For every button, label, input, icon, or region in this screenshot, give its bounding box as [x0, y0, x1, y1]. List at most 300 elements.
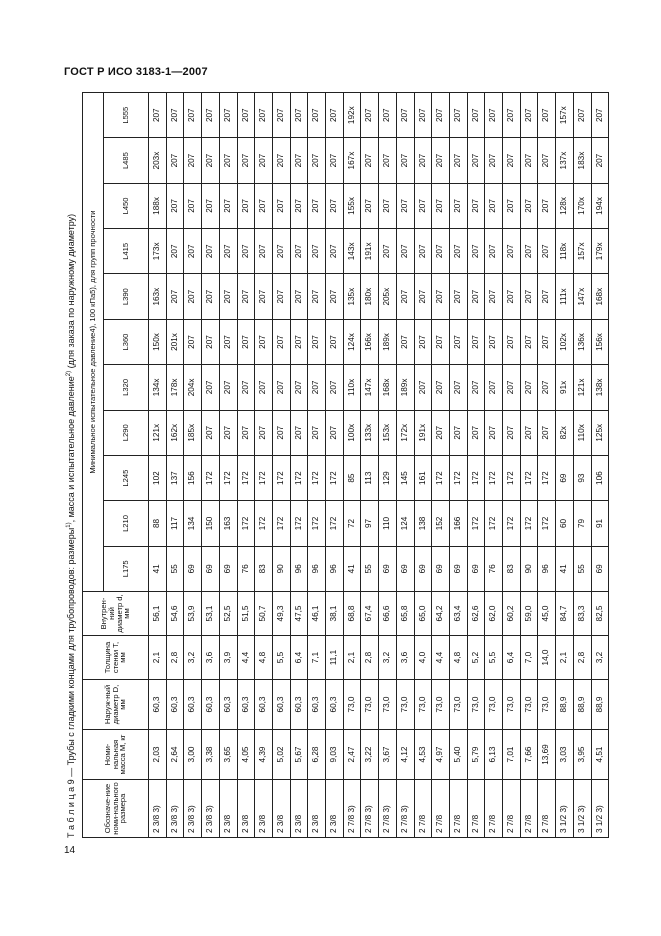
table-cell: 13,69	[538, 730, 556, 780]
table-cell: 207	[432, 138, 450, 183]
table-cell: 207	[255, 365, 273, 410]
table-cell: 207	[166, 183, 184, 228]
table-cell: 172	[485, 501, 503, 546]
table-cell: 207	[237, 319, 255, 364]
table-cell: 73,0	[432, 680, 450, 730]
table-cell: 207	[202, 410, 220, 455]
table-cell: 207	[184, 93, 202, 138]
table-cell: 4,4	[432, 636, 450, 680]
table-cell: 207	[255, 319, 273, 364]
table-cell: 5,2	[467, 636, 485, 680]
table-cell: 167x	[343, 138, 361, 183]
table-cell: 207	[237, 183, 255, 228]
table-cell: 69	[467, 546, 485, 591]
table-cell: 207	[290, 274, 308, 319]
table-cell: 137	[166, 455, 184, 500]
table-cell: 62,6	[467, 592, 485, 636]
table-cell: 207	[219, 274, 237, 319]
table-cell: 69	[556, 455, 574, 500]
table-cell: 189x	[396, 365, 414, 410]
table-cell: 62,0	[485, 592, 503, 636]
table-cell: 207	[326, 319, 344, 364]
table-cell: 207	[538, 410, 556, 455]
table-cell: 3,6	[396, 636, 414, 680]
table-cell: 207	[432, 93, 450, 138]
table-cell: 69	[202, 546, 220, 591]
table-cell: 67,4	[361, 592, 379, 636]
table-cell: 207	[202, 274, 220, 319]
table-cell: 2 3/8	[290, 780, 308, 838]
table-cell: 207	[449, 410, 467, 455]
table-row	[166, 93, 184, 838]
table-cell: 3,95	[573, 730, 591, 780]
table-cell: 207	[326, 138, 344, 183]
table-cell: 2 3/8	[326, 780, 344, 838]
table-cell: 64,2	[432, 592, 450, 636]
table-cell: 73,0	[503, 680, 521, 730]
table-cell: 3 1/2 3)	[573, 780, 591, 838]
table-row	[272, 93, 290, 838]
table-cell: 207	[573, 93, 591, 138]
table-cell: 53,9	[184, 592, 202, 636]
table-cell: 207	[503, 274, 521, 319]
page-number: 14	[64, 845, 76, 856]
table-cell: 172	[538, 455, 556, 500]
col-mass: Номи-нальная масса М, кг	[83, 730, 149, 780]
table-cell: 79	[573, 501, 591, 546]
table-cell: 69	[396, 546, 414, 591]
table-cell: 207	[219, 93, 237, 138]
table-cell: 3,2	[184, 636, 202, 680]
table-cell: 68,8	[343, 592, 361, 636]
table-cell: 207	[308, 93, 326, 138]
table-cell: 207	[308, 365, 326, 410]
table-cell: 207	[449, 229, 467, 274]
table-cell: 207	[503, 319, 521, 364]
table-cell: 207	[166, 93, 184, 138]
table-cell: 83,3	[573, 592, 591, 636]
table-cell: 156x	[591, 319, 609, 364]
table-cell: 4,8	[255, 636, 273, 680]
table-cell: 2 7/8	[432, 780, 450, 838]
table-row	[485, 93, 503, 838]
table-cell: 85	[343, 455, 361, 500]
grade-header: L485	[104, 138, 149, 183]
table-cell: 91x	[556, 365, 574, 410]
table-cell: 207	[467, 138, 485, 183]
table-cell: 207	[538, 274, 556, 319]
table-cell: 172	[202, 455, 220, 500]
table-cell: 137x	[556, 138, 574, 183]
table-cell: 2,03	[149, 730, 167, 780]
table-cell: 2,1	[149, 636, 167, 680]
table-cell: 207	[503, 138, 521, 183]
table-cell: 145	[396, 455, 414, 500]
table-cell: 110x	[573, 410, 591, 455]
table-cell: 60,3	[202, 680, 220, 730]
table-cell: 207	[272, 183, 290, 228]
table-cell: 5,5	[272, 636, 290, 680]
table-cell: 207	[379, 93, 397, 138]
table-cell: 60,3	[149, 680, 167, 730]
table-cell: 207	[449, 274, 467, 319]
table-cell: 135x	[343, 274, 361, 319]
table-cell: 113	[361, 455, 379, 500]
table-cell: 73,0	[414, 680, 432, 730]
table-cell: 2 3/8	[308, 780, 326, 838]
table-cell: 65,8	[396, 592, 414, 636]
table-cell: 207	[485, 183, 503, 228]
table-cell: 4,12	[396, 730, 414, 780]
table-cell: 6,28	[308, 730, 326, 780]
table-cell: 207	[467, 319, 485, 364]
table-cell: 134x	[149, 365, 167, 410]
table-cell: 207	[326, 274, 344, 319]
table-cell: 207	[219, 365, 237, 410]
table-cell: 207	[272, 274, 290, 319]
table-cell: 166	[449, 501, 467, 546]
table-cell: 90	[520, 546, 538, 591]
table-cell: 2 7/8	[467, 780, 485, 838]
table-cell: 2,8	[361, 636, 379, 680]
table-cell: 163	[219, 501, 237, 546]
table-cell: 172	[520, 501, 538, 546]
table-cell: 124x	[343, 319, 361, 364]
table-cell: 2 3/8 3)	[184, 780, 202, 838]
table-cell: 45,0	[538, 592, 556, 636]
table-cell: 161	[414, 455, 432, 500]
table-cell: 3,6	[202, 636, 220, 680]
table-cell: 172	[326, 501, 344, 546]
table-cell: 60,3	[166, 680, 184, 730]
table-cell: 63,4	[449, 592, 467, 636]
table-cell: 51,5	[237, 592, 255, 636]
table-row	[432, 93, 450, 838]
table-row	[184, 93, 202, 838]
table-cell: 2 7/8	[538, 780, 556, 838]
table-cell: 207	[520, 93, 538, 138]
table-cell: 207	[591, 138, 609, 183]
table-cell: 69	[219, 546, 237, 591]
table-cell: 168x	[591, 274, 609, 319]
table-cell: 11,1	[326, 636, 344, 680]
table-cell: 117	[166, 501, 184, 546]
table-cell: 157x	[556, 93, 574, 138]
table-cell: 90	[272, 546, 290, 591]
table-cell: 138	[414, 501, 432, 546]
table-cell: 207	[520, 138, 538, 183]
table-cell: 82,5	[591, 592, 609, 636]
table-cell: 207	[272, 410, 290, 455]
table-cell: 147x	[573, 274, 591, 319]
table-cell: 207	[520, 229, 538, 274]
table-cell: 172	[255, 455, 273, 500]
table-cell: 60,3	[237, 680, 255, 730]
grade-header: L245	[104, 455, 149, 500]
table-cell: 2,1	[343, 636, 361, 680]
table-cell: 2 7/8 3)	[379, 780, 397, 838]
table-cell: 172	[255, 501, 273, 546]
table-cell: 172	[467, 455, 485, 500]
table-cell: 207	[219, 138, 237, 183]
table-cell: 207	[520, 365, 538, 410]
caption-sup1: 1)	[66, 522, 72, 528]
table-cell: 207	[414, 365, 432, 410]
table-cell: 207	[432, 229, 450, 274]
table-cell: 2,64	[166, 730, 184, 780]
table-cell: 55	[573, 546, 591, 591]
table-cell: 166x	[361, 319, 379, 364]
table-cell: 172	[237, 501, 255, 546]
table-cell: 207	[255, 138, 273, 183]
table-cell: 207	[379, 183, 397, 228]
table-cell: 41	[556, 546, 574, 591]
table-cell: 172	[272, 501, 290, 546]
table-cell: 102	[149, 455, 167, 500]
table-cell: 207	[467, 365, 485, 410]
table-cell: 41	[343, 546, 361, 591]
grade-header: L555	[104, 93, 149, 138]
table-cell: 53,1	[202, 592, 220, 636]
pipe-table	[82, 92, 609, 838]
caption-text3: (для заказа по наружному диаметру)	[66, 213, 76, 371]
table-cell: 207	[308, 410, 326, 455]
table-row	[290, 93, 308, 838]
table-cell: 207	[272, 365, 290, 410]
table-cell: 207	[414, 319, 432, 364]
table-cell: 172	[326, 455, 344, 500]
table-cell: 172	[503, 455, 521, 500]
table-cell: 7,0	[520, 636, 538, 680]
table-cell: 2,1	[556, 636, 574, 680]
table-cell: 207	[255, 183, 273, 228]
table-cell: 207	[379, 229, 397, 274]
table-row	[202, 93, 220, 838]
table-row	[237, 93, 255, 838]
table-cell: 207	[308, 274, 326, 319]
grade-header: L175	[104, 546, 149, 591]
table-cell: 54,6	[166, 592, 184, 636]
table-cell: 60,3	[290, 680, 308, 730]
table-cell: 129	[379, 455, 397, 500]
table-cell: 69	[379, 546, 397, 591]
table-row	[556, 93, 574, 838]
table-cell: 73,0	[538, 680, 556, 730]
table-cell: 179x	[591, 229, 609, 274]
caption-label: Т а б л и ц а	[66, 786, 76, 838]
caption-text: — Трубы с гладкими концами для трубопроводов: размеры	[66, 527, 76, 777]
table-cell: 143x	[343, 229, 361, 274]
table-cell: 91	[591, 501, 609, 546]
table-cell: 207	[396, 229, 414, 274]
table-cell: 207	[485, 274, 503, 319]
table-cell: 2 3/8 3)	[202, 780, 220, 838]
table-cell: 110	[379, 501, 397, 546]
table-cell: 207	[202, 365, 220, 410]
table-cell: 207	[326, 93, 344, 138]
table-cell: 207	[308, 138, 326, 183]
table-cell: 207	[361, 93, 379, 138]
table-cell: 207	[538, 93, 556, 138]
table-cell: 163x	[149, 274, 167, 319]
col-designation: Обозначе-ние номи-нального размера	[83, 780, 149, 838]
table-row	[149, 93, 167, 838]
table-page	[64, 92, 604, 838]
table-cell: 96	[538, 546, 556, 591]
table-cell: 88	[149, 501, 167, 546]
grade-header: L320	[104, 365, 149, 410]
table-cell: 2,47	[343, 730, 361, 780]
table-cell: 207	[326, 410, 344, 455]
table-cell: 207	[237, 229, 255, 274]
table-cell: 4,0	[414, 636, 432, 680]
table-cell: 183x	[573, 138, 591, 183]
table-row	[573, 93, 591, 838]
table-cell: 207	[184, 319, 202, 364]
table-cell: 60,3	[326, 680, 344, 730]
table-cell: 191x	[414, 410, 432, 455]
table-cell: 50,7	[255, 592, 273, 636]
table-cell: 2 7/8	[485, 780, 503, 838]
table-cell: 207	[432, 274, 450, 319]
table-row	[308, 93, 326, 838]
table-cell: 207	[255, 274, 273, 319]
table-cell: 207	[467, 183, 485, 228]
table-cell: 73,0	[485, 680, 503, 730]
table-cell: 207	[290, 229, 308, 274]
table-cell: 189x	[379, 319, 397, 364]
table-cell: 3,9	[219, 636, 237, 680]
table-cell: 173x	[149, 229, 167, 274]
table-cell: 207	[396, 183, 414, 228]
table-body	[149, 93, 609, 838]
table-cell: 47,5	[290, 592, 308, 636]
table-cell: 207	[290, 93, 308, 138]
table-cell: 76	[237, 546, 255, 591]
table-cell: 207	[255, 93, 273, 138]
table-cell: 172	[290, 455, 308, 500]
table-cell: 3,2	[379, 636, 397, 680]
table-caption	[66, 92, 82, 838]
table-cell: 110x	[343, 365, 361, 410]
table-cell: 172x	[396, 410, 414, 455]
grade-header: L450	[104, 183, 149, 228]
table-cell: 60,3	[272, 680, 290, 730]
table-cell: 2 7/8	[414, 780, 432, 838]
table-cell: 207	[361, 183, 379, 228]
table-cell: 207	[485, 410, 503, 455]
table-row	[414, 93, 432, 838]
table-cell: 207	[432, 365, 450, 410]
table-cell: 207	[202, 229, 220, 274]
grade-header: L360	[104, 319, 149, 364]
table-cell: 207	[414, 183, 432, 228]
table-cell: 207	[503, 410, 521, 455]
table-cell: 121x	[573, 365, 591, 410]
caption-number: 9	[66, 779, 76, 785]
table-cell: 60,3	[184, 680, 202, 730]
table-row	[396, 93, 414, 838]
table-cell: 207	[449, 93, 467, 138]
table-cell: 207	[485, 138, 503, 183]
table-cell: 207	[414, 229, 432, 274]
table-cell: 180x	[361, 274, 379, 319]
table-cell: 150x	[149, 319, 167, 364]
table-cell: 2,8	[573, 636, 591, 680]
table-cell: 172	[485, 455, 503, 500]
table-cell: 207	[485, 319, 503, 364]
table-cell: 52,5	[219, 592, 237, 636]
table-cell: 185x	[184, 410, 202, 455]
table-row	[591, 93, 609, 838]
table-cell: 207	[290, 365, 308, 410]
table-cell: 60,2	[503, 592, 521, 636]
table-cell: 93	[573, 455, 591, 500]
table-cell: 2 7/8 3)	[343, 780, 361, 838]
table-cell: 60,3	[219, 680, 237, 730]
table-cell: 207	[414, 138, 432, 183]
document-header: ГОСТ Р ИСО 3183-1—2007	[64, 66, 208, 78]
table-cell: 207	[449, 319, 467, 364]
table-cell: 207	[219, 410, 237, 455]
table-cell: 147x	[361, 365, 379, 410]
table-cell: 66,6	[379, 592, 397, 636]
table-cell: 73,0	[343, 680, 361, 730]
table-cell: 207	[202, 319, 220, 364]
table-cell: 73,0	[520, 680, 538, 730]
table-cell: 207	[166, 229, 184, 274]
table-cell: 96	[308, 546, 326, 591]
table-cell: 138x	[591, 365, 609, 410]
table-cell: 207	[202, 93, 220, 138]
table-cell: 73,0	[449, 680, 467, 730]
table-cell: 5,79	[467, 730, 485, 780]
table-cell: 191x	[361, 229, 379, 274]
table-cell: 46,1	[308, 592, 326, 636]
table-cell: 134	[184, 501, 202, 546]
table-cell: 69	[449, 546, 467, 591]
table-cell: 207	[255, 410, 273, 455]
table-cell: 207	[361, 138, 379, 183]
table-cell: 205x	[379, 274, 397, 319]
table-cell: 207	[219, 229, 237, 274]
table-cell: 4,97	[432, 730, 450, 780]
rotated-table-area	[64, 92, 604, 838]
table-cell: 207	[237, 365, 255, 410]
table-cell: 207	[538, 138, 556, 183]
table-cell: 207	[308, 319, 326, 364]
table-cell: 207	[237, 410, 255, 455]
table-cell: 207	[326, 229, 344, 274]
table-cell: 41	[149, 546, 167, 591]
table-cell: 2 3/8	[237, 780, 255, 838]
table-cell: 201x	[166, 319, 184, 364]
table-cell: 207	[449, 183, 467, 228]
table-cell: 59,0	[520, 592, 538, 636]
table-row	[255, 93, 273, 838]
table-cell: 72	[343, 501, 361, 546]
table-cell: 2 7/8	[503, 780, 521, 838]
grade-header: L210	[104, 501, 149, 546]
table-cell: 207	[467, 274, 485, 319]
table-cell: 172	[237, 455, 255, 500]
table-cell: 207	[219, 183, 237, 228]
table-cell: 170x	[573, 183, 591, 228]
table-row	[449, 93, 467, 838]
table-cell: 2 7/8	[520, 780, 538, 838]
grade-header: L290	[104, 410, 149, 455]
caption-sup2: 2)	[66, 370, 72, 377]
